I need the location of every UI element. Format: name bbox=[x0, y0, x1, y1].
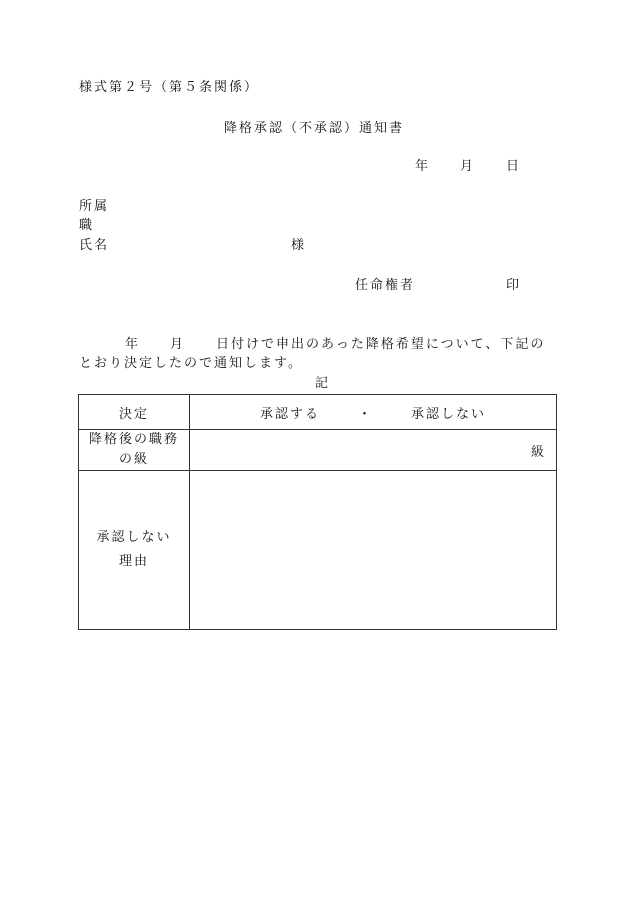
date-day-label: 日 bbox=[506, 159, 522, 174]
decision-options bbox=[190, 395, 557, 430]
grade-value-cell[interactable] bbox=[190, 430, 557, 471]
note-heading: 記 bbox=[315, 376, 331, 391]
option-separator: ・ bbox=[357, 406, 373, 422]
grade-label-line2: の級 bbox=[118, 452, 149, 467]
reason-label-line1: 承認しない bbox=[96, 530, 172, 545]
date-month-label: 月 bbox=[460, 159, 476, 174]
grade-unit: 級 bbox=[530, 444, 546, 460]
approve-option[interactable]: 承認する bbox=[259, 406, 320, 422]
reason-label-line2: 理由 bbox=[118, 554, 149, 569]
reject-option[interactable]: 承認しない bbox=[411, 406, 487, 422]
grade-label bbox=[79, 430, 190, 471]
name-label: 氏名 bbox=[79, 238, 110, 253]
reason-label bbox=[79, 471, 190, 630]
body-line1: 日付けで申出のあった降格希望について、下記の bbox=[216, 337, 546, 352]
form-number: 様式第２号（第５条関係） bbox=[79, 80, 260, 95]
position-label: 職 bbox=[79, 218, 95, 233]
decision-table bbox=[78, 394, 557, 630]
body-line2: とおり決定したので通知します。 bbox=[79, 356, 303, 371]
grade-row bbox=[79, 430, 557, 471]
date-year-label: 年 bbox=[415, 159, 431, 174]
honorific: 様 bbox=[291, 238, 307, 253]
issuer-label: 任命権者 bbox=[355, 278, 416, 293]
decision-label: 決定 bbox=[79, 395, 190, 430]
reason-row bbox=[79, 471, 557, 630]
grade-label-line1: 降格後の職務 bbox=[88, 432, 179, 447]
page-title: 降格承認（不承認）通知書 bbox=[224, 121, 405, 136]
seal-mark: 印 bbox=[506, 278, 522, 293]
reason-text-cell[interactable] bbox=[190, 471, 557, 630]
body-year: 年 bbox=[125, 337, 141, 352]
affiliation-label: 所属 bbox=[79, 199, 110, 214]
body-month: 月 bbox=[170, 337, 186, 352]
decision-row bbox=[79, 395, 557, 430]
